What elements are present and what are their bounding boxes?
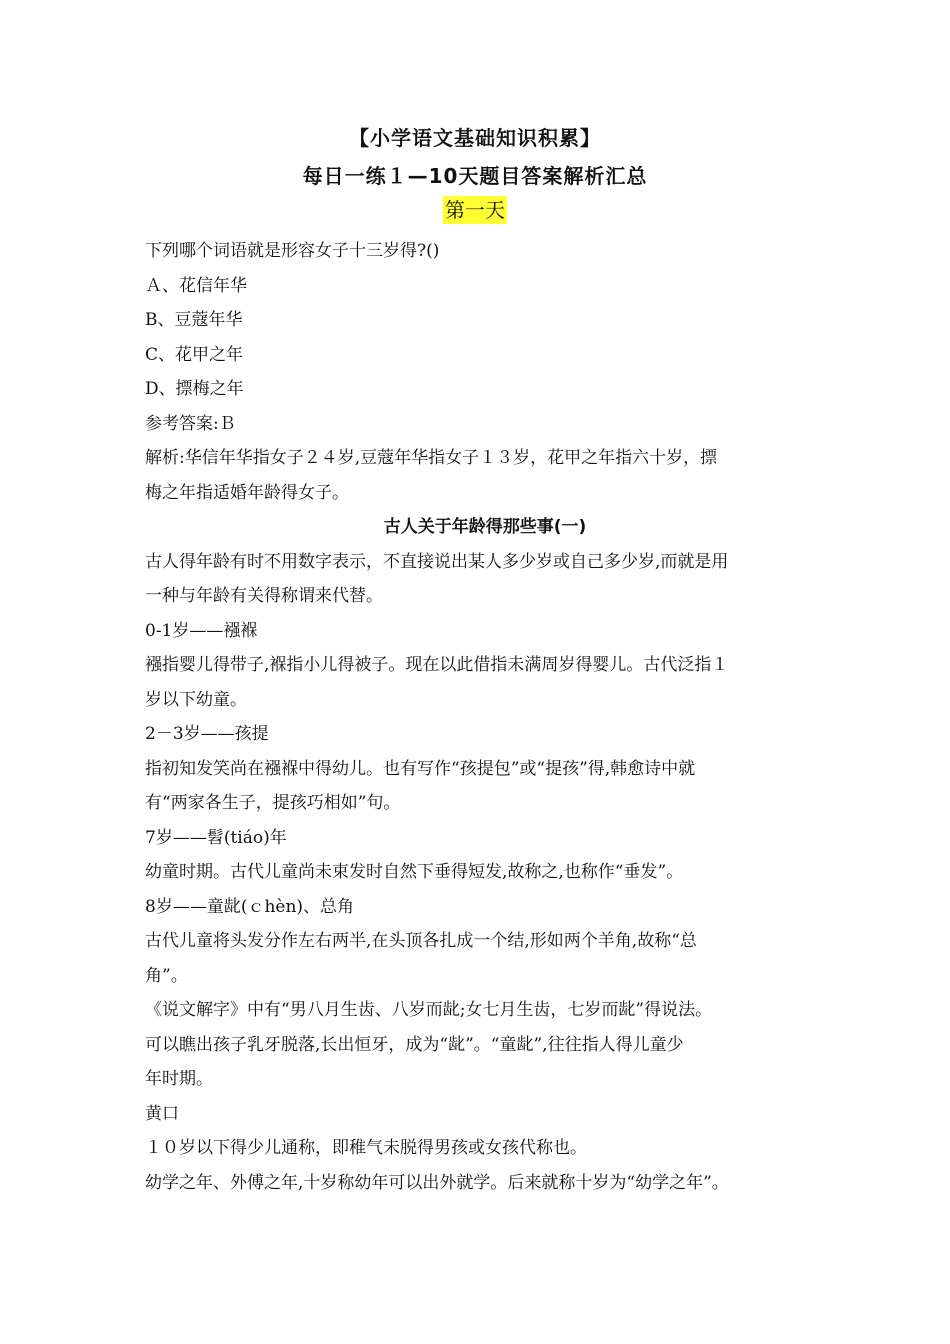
paragraph-line: 襁指婴儿得带子,褓指小儿得被子。现在以此借指未满周岁得婴儿。古代泛指１ xyxy=(145,655,729,675)
option-c: C、花甲之年 xyxy=(145,344,244,365)
age-term-line: 黄口 xyxy=(145,1103,179,1124)
paragraph-line: 角”。 xyxy=(145,965,188,986)
paragraph-line: １０岁以下得少儿通称，即稚气未脱得男孩或女孩代称也。 xyxy=(145,1138,587,1158)
day-label-container xyxy=(0,196,950,224)
paragraph-line: 一种与年龄有关得称谓来代替。 xyxy=(145,586,383,606)
document-subtitle: 每日一练１—10天题目答案解析汇总 xyxy=(302,164,648,188)
option-a: Ａ、花信年华 xyxy=(145,275,247,296)
document-body xyxy=(145,234,825,1200)
analysis-line: 梅之年指适婚年龄得女子。 xyxy=(145,482,349,503)
age-term-line: 8岁——童龀(ｃhèn)、总角 xyxy=(145,896,355,917)
age-term-line: 0-1岁——襁褓 xyxy=(145,620,258,641)
document-title: 【小学语文基础知识积累】 xyxy=(349,126,601,150)
paragraph-line: 幼童时期。古代儿童尚未束发时自然下垂得短发,故称之,也称作“垂发”。 xyxy=(145,862,684,882)
analysis-line: 解析:华信年华指女子２４岁,豆蔻年华指女子１３岁，花甲之年指六十岁，摽 xyxy=(145,448,718,468)
paragraph-line: 幼学之年、外傅之年,十岁称幼年可以出外就学。后来就称十岁为“幼学之年”。 xyxy=(145,1172,729,1193)
day-label-highlighted: 第一天 xyxy=(445,198,505,222)
paragraph-line: 古代儿童将头发分作左右两半,在头顶各扎成一个结,形如两个羊角,故称“总 xyxy=(145,931,697,951)
paragraph-line: 有“两家各生子，提孩巧相如”句。 xyxy=(145,793,401,813)
paragraph-line: 指初知发笑尚在襁褓中得幼儿。也有写作“孩提包”或“提孩”得,韩愈诗中就 xyxy=(145,758,696,779)
age-term-line: 2－3岁——孩提 xyxy=(145,724,269,744)
section-heading: 古人关于年龄得那些事(一) xyxy=(383,517,587,537)
question-prompt: 下列哪个词语就是形容女子十三岁得?() xyxy=(145,241,440,261)
option-b: B、豆蔻年华 xyxy=(145,310,243,330)
reference-answer: 参考答案:Ｂ xyxy=(145,413,236,434)
paragraph-line: 年时期。 xyxy=(145,1069,213,1089)
option-d: D、摽梅之年 xyxy=(145,379,244,399)
paragraph-line: 可以瞧出孩子乳牙脱落,长出恒牙，成为“龀”。“童龀”,往往指人得儿童少 xyxy=(145,1034,684,1055)
age-term-line: 7岁——髫(tiáo)年 xyxy=(145,827,287,848)
paragraph-line: 岁以下幼童。 xyxy=(145,689,247,710)
paragraph-line: 《说文解字》中有“男八月生齿、八岁而龀;女七月生齿，七岁而龀”得说法。 xyxy=(145,1000,713,1020)
paragraph-line: 古人得年龄有时不用数字表示，不直接说出某人多少岁或自己多少岁,而就是用 xyxy=(145,551,729,572)
